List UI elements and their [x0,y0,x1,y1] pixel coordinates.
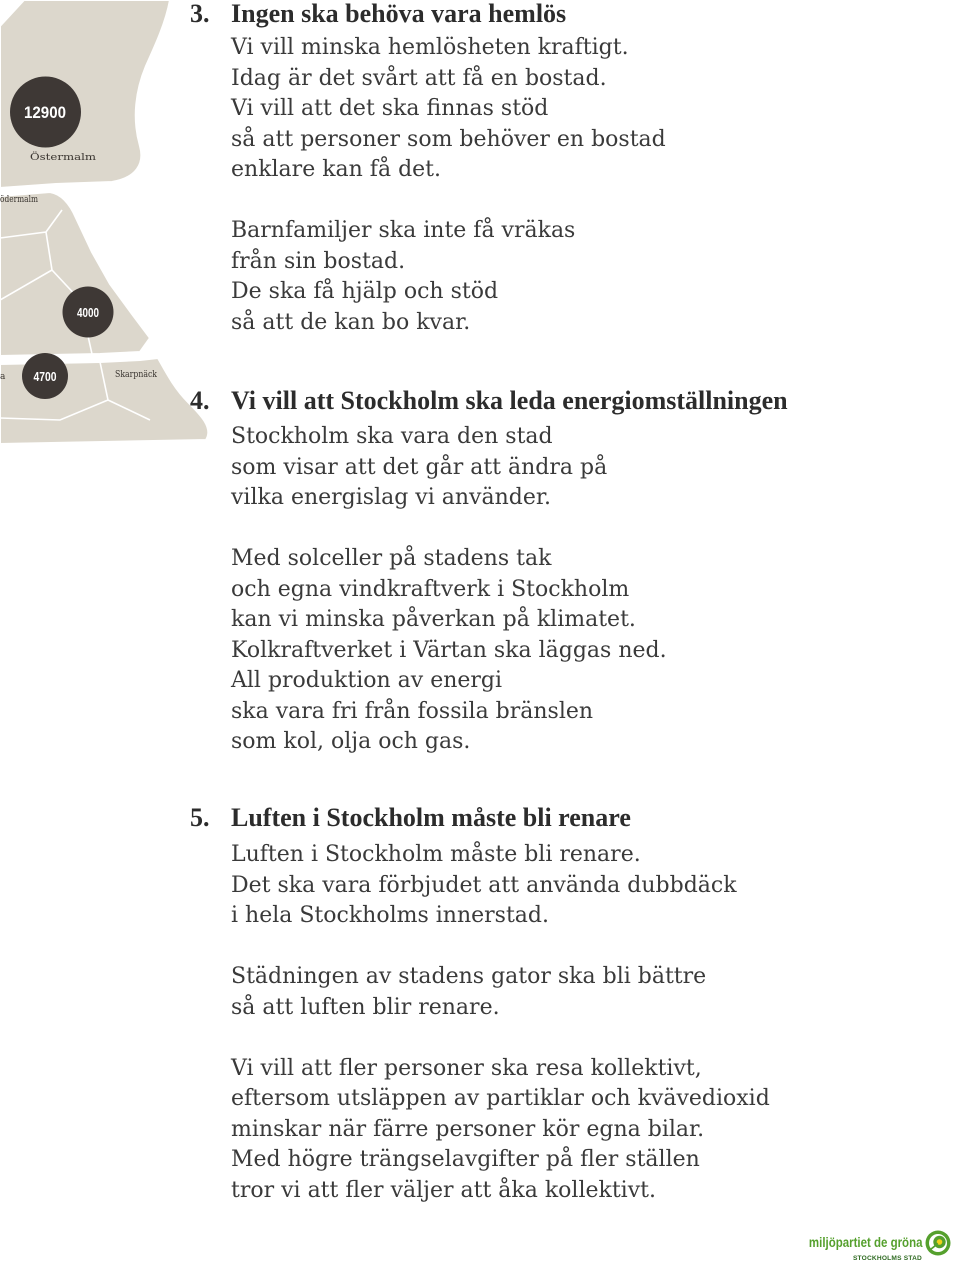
body-line: Det ska vara förbjudet att använda dubbdäck [231,872,737,898]
map-label-cut: a [0,372,6,382]
body-line: som visar att det går att ändra på [231,454,608,480]
map-value-skarpnack: 4700 [33,370,57,384]
body-line: så att de kan bo kvar. [231,309,471,335]
body-line: Stockholm ska vara den stad [231,424,553,449]
body-line: Luften i Stockholm måste bli renare. [231,842,641,867]
body-line: Med solceller på stadens tak [231,546,552,571]
map-label-skarpnack: Skarpnäck [115,370,158,380]
body-line: Vi vill minska hemlösheten kraftigt. [231,35,629,60]
paragraph [231,422,667,514]
section-heading: Ingen ska behöva vara hemlös [231,0,567,28]
section-body [231,33,666,338]
section-number: 5. [190,803,210,832]
body-line: så att luften blir renare. [231,994,500,1020]
body-line: tror vi att fler väljer att åka kollektivt. [231,1177,656,1203]
body-line: som kol, olja och gas. [231,729,471,754]
body-line: Vi vill att det ska finnas stöd [231,96,549,121]
body-line: så att personer som behöver en bostad [231,126,666,152]
dandelion-icon [925,1230,951,1256]
section-number: 3. [190,0,210,28]
body-line: De ska få hjälp och stöd [231,279,499,304]
section-body [231,422,667,758]
body-line: ska vara fri från fossila bränslen [231,698,594,724]
body-line: enklare kan få det. [231,157,441,182]
section-heading: Luften i Stockholm måste bli renare [231,803,631,832]
section-heading: Vi vill att Stockholm ska leda energiomställningen [231,386,788,415]
paragraph [231,216,666,338]
body-line: Kolkraftverket i Värtan ska läggas ned. [231,637,667,663]
body-line: i hela Stockholms innerstad. [231,903,550,928]
map-value-ostermalm: 12900 [24,103,66,122]
body-line: kan vi minska påverkan på klimatet. [231,607,636,632]
body-line: All produktion av energi [231,668,503,693]
body-line: Idag är det svårt att få en bostad. [231,65,607,91]
body-line: Med högre trängselavgifter på fler ställen [231,1147,700,1172]
paragraph [231,544,667,758]
body-line: eftersom utsläppen av partiklar och kvävedioxid [231,1086,770,1111]
body-line: Städningen av stadens gator ska bli bättre [231,964,707,989]
paragraph [231,962,770,1023]
section-body [231,840,770,1206]
body-line: vilka energislag vi använder. [231,485,551,510]
logo-wordmark: miljöpartiet de gröna [808,1234,922,1250]
map-label-ostermalm: Östermalm [30,152,84,163]
body-line: från sin bostad. [231,248,406,274]
map-value-sodermalm: 4000 [77,306,100,320]
body-line: och egna vindkraftverk i Stockholm [231,576,630,602]
body-line: Vi vill att fler personer ska resa kollektivt, [231,1055,702,1081]
body-line: minskar när färre personer kör egna bilar. [231,1116,705,1142]
district-map [0,0,220,450]
map-label-sodermalm: ödermalm [0,195,39,205]
paragraph [231,1054,770,1207]
paragraph [231,33,666,186]
logo-subtitle: STOCKHOLMS STAD [852,1255,922,1262]
body-line: Barnfamiljer ska inte få vräkas [231,218,576,243]
paragraph [231,840,770,932]
section-number: 4. [190,386,210,415]
